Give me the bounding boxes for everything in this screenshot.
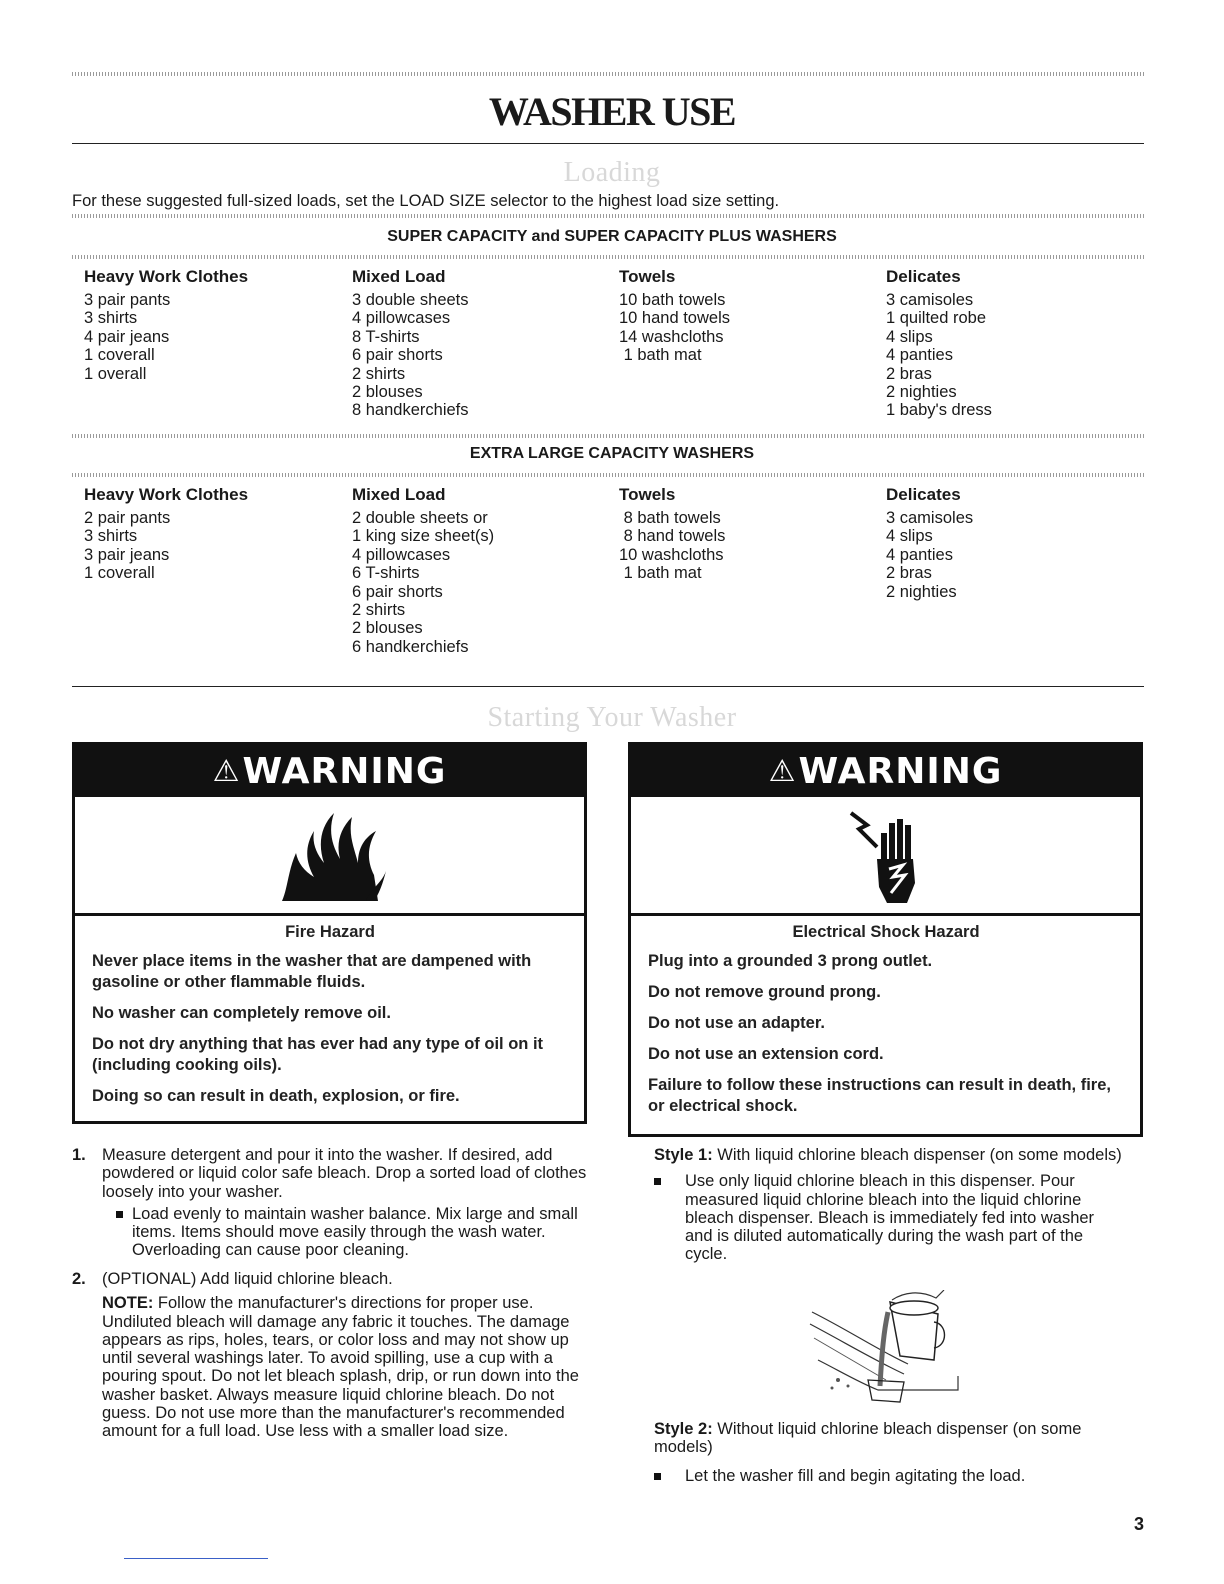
shock-warning-text [631, 916, 1140, 1117]
footer-blue-line [124, 1558, 268, 1559]
style-2-intro [654, 1420, 1124, 1457]
warning-label: WARNING [798, 750, 1003, 792]
load-column-head: Heavy Work Clothes [84, 485, 249, 504]
load-column-head: Delicates [886, 267, 961, 286]
warning-header [75, 745, 584, 797]
load-item: 3 pair pants [84, 291, 171, 309]
load-item: 4 pillowcases [352, 545, 451, 564]
warning-triangle-icon: ⚠ [768, 753, 797, 789]
load-item: 1 bath mat [619, 564, 702, 583]
top-dotted-rule [72, 72, 1144, 76]
warning-triangle-icon: ⚠ [212, 753, 241, 789]
load-item: 4 pair jeans [84, 327, 170, 346]
warning-header [631, 745, 1140, 797]
load-column [886, 266, 1136, 420]
step-2 [72, 1270, 592, 1441]
load-column-head: Towels [619, 485, 676, 504]
load-column [352, 484, 602, 656]
dotted-rule [72, 434, 1144, 438]
style-1-intro [654, 1146, 1124, 1164]
electrical-shock-icon [831, 803, 941, 907]
note-label: NOTE: [102, 1294, 154, 1313]
style-2-bullet [654, 1467, 1124, 1485]
step-2-text: (OPTIONAL) Add liquid chlorine bleach. [102, 1270, 393, 1288]
load-item: 2 double sheets or [352, 509, 488, 527]
load-column [619, 266, 869, 365]
load-item: 8 handkerchiefs [352, 401, 469, 420]
dotted-rule [72, 214, 1144, 218]
shock-hazard-title: Electrical Shock Hazard [792, 923, 980, 941]
load-column-head: Mixed Load [352, 485, 446, 504]
style-1-bullet [654, 1172, 1124, 1263]
warning-line: Do not dry anything that has ever had any type of oil on it (including cooking oils). [92, 1035, 544, 1074]
warning-line: Plug into a grounded 3 prong outlet. [648, 952, 933, 970]
fire-warning-text [75, 916, 584, 1107]
load-item: 4 panties [886, 346, 953, 365]
load-column [352, 266, 602, 420]
warning-line: Do not remove ground prong. [648, 983, 881, 1001]
load-item: 1 quilted robe [886, 309, 986, 328]
fire-icon [270, 805, 390, 905]
step-number: 1. [72, 1146, 86, 1164]
load-column [84, 484, 334, 583]
load-item: 3 camisoles [886, 291, 974, 309]
style-1-label: Style 1: [654, 1146, 713, 1164]
load-item: 1 overall [84, 364, 147, 383]
load-item: 10 hand towels [619, 309, 730, 328]
load-item: 6 pair shorts [352, 346, 443, 365]
style-1-text: With liquid chlorine bleach dispenser (on some models) [712, 1146, 1122, 1164]
warning-line: Do not use an extension cord. [648, 1045, 884, 1063]
title-rule [72, 143, 1144, 144]
load-item: 2 pair pants [84, 509, 171, 527]
note-paragraph [72, 1294, 592, 1440]
bleach-pouring-illustration [808, 1290, 968, 1412]
load-item: 1 baby's dress [886, 401, 992, 420]
loading-section-title: Loading [563, 157, 661, 188]
bullet-square-icon [654, 1473, 661, 1480]
load-item: 2 nighties [886, 582, 957, 601]
style-1 [654, 1146, 1124, 1264]
style-2 [654, 1420, 1124, 1485]
section-rule [72, 686, 1144, 687]
dotted-rule [72, 255, 1144, 259]
loading-intro: For these suggested full-sized loads, set the LOAD SIZE selector to the highest load size setting. [72, 192, 780, 210]
bullet-square-icon [116, 1211, 123, 1218]
load-item: 10 bath towels [619, 291, 726, 309]
starting-section-title: Starting Your Washer [487, 702, 737, 733]
load-column [619, 484, 869, 583]
warning-line: No washer can completely remove oil. [92, 1004, 391, 1022]
load-item: 1 coverall [84, 346, 155, 365]
dotted-rule [72, 473, 1144, 477]
load-item: 8 bath towels [619, 509, 721, 527]
load-item: 2 blouses [352, 383, 423, 402]
load-item: 6 T-shirts [352, 564, 420, 583]
shock-warning-box [628, 742, 1143, 1137]
load-column [886, 484, 1136, 601]
bullet-square-icon [654, 1178, 661, 1185]
load-item: 3 shirts [84, 309, 138, 328]
step-number: 2. [72, 1270, 86, 1288]
step-1-text: Measure detergent and pour it into the washer. If desired, add powdered or liquid color safe bleach. Drop a sorted load of clothes loosely into your washer. [102, 1146, 587, 1201]
step-1-bullet [72, 1205, 592, 1260]
load-item: 8 hand towels [619, 527, 726, 546]
load-item: 2 shirts [352, 601, 406, 620]
step-1 [72, 1146, 592, 1260]
load-item: 2 shirts [352, 364, 406, 383]
load-item: 1 bath mat [619, 346, 702, 365]
load-column [84, 266, 334, 383]
load-item: 4 pillowcases [352, 309, 451, 328]
bullet-text: Load evenly to maintain washer balance. Mix large and small items. Items should move easily through the wash water. Overloading can cause poor cleaning. [132, 1204, 578, 1260]
style-2-text: Without liquid chlorine bleach dispenser (on some models) [654, 1420, 1082, 1457]
load-item: 1 coverall [84, 564, 155, 583]
load-item: 2 nighties [886, 383, 957, 402]
load-item: 3 shirts [84, 527, 138, 546]
warning-line: Do not use an adapter. [648, 1014, 825, 1032]
extra-large-heading: EXTRA LARGE CAPACITY WASHERS [469, 445, 755, 462]
load-item: 10 washcloths [619, 545, 724, 564]
warning-line: Never place items in the washer that are dampened with gasoline or other flammable fluids. [92, 952, 532, 991]
load-item: 3 double sheets [352, 291, 469, 309]
load-item: 4 slips [886, 527, 933, 546]
load-item: 3 camisoles [886, 509, 974, 527]
load-item: 3 pair jeans [84, 545, 170, 564]
load-column-head: Heavy Work Clothes [84, 267, 249, 286]
load-item: 6 pair shorts [352, 582, 443, 601]
load-column-head: Towels [619, 267, 676, 286]
warning-label: WARNING [242, 750, 447, 792]
fire-icon-area [75, 797, 584, 916]
page-number: 3 [1133, 1514, 1144, 1534]
load-item: 4 slips [886, 327, 933, 346]
bullet-text: Use only liquid chlorine bleach in this dispenser. Pour measured liquid chlorine bleach into the liquid chlorine bleach dispenser. Bleach is immediately fed into washer and is diluted automatically during the wash part of the cycle. [685, 1172, 1095, 1264]
shock-icon-area [631, 797, 1140, 916]
warning-line: Failure to follow these instructions can result in death, fire, or electrical shock. [648, 1076, 1111, 1115]
style-2-label: Style 2: [654, 1420, 713, 1438]
load-column-head: Mixed Load [352, 267, 446, 286]
load-item: 2 blouses [352, 619, 423, 638]
load-column-head: Delicates [886, 485, 961, 504]
load-item: 4 panties [886, 545, 953, 564]
load-item: 6 handkerchiefs [352, 637, 469, 656]
load-item: 2 bras [886, 364, 932, 383]
load-item: 2 bras [886, 564, 932, 583]
note-text: Follow the manufacturer's directions for proper use. Undiluted bleach will damage any fabric it touches. The damage appears as rips, holes, tears, or color loss and may not show up until several washings later. To avoid spilling, use a cup with a pouring spout. Do not let bleach splash, drip, or run down into the washer basket. Always measure liquid chlorine bleach. Do not guess. Do not use more than the manufacturer's recommended amount for a full load. Use less with a smaller load size. [102, 1294, 579, 1441]
load-item: 1 king size sheet(s) [352, 527, 495, 546]
fire-warning-box [72, 742, 587, 1124]
load-item: 8 T-shirts [352, 327, 420, 346]
load-item: 14 washcloths [619, 327, 724, 346]
warning-line: Doing so can result in death, explosion, or fire. [92, 1087, 460, 1105]
fire-hazard-title: Fire Hazard [285, 923, 375, 941]
bullet-text: Let the washer fill and begin agitating the load. [685, 1466, 1026, 1485]
super-capacity-heading: SUPER CAPACITY and SUPER CAPACITY PLUS WASHERS [387, 228, 837, 245]
page-title: WASHER USE [488, 89, 736, 134]
